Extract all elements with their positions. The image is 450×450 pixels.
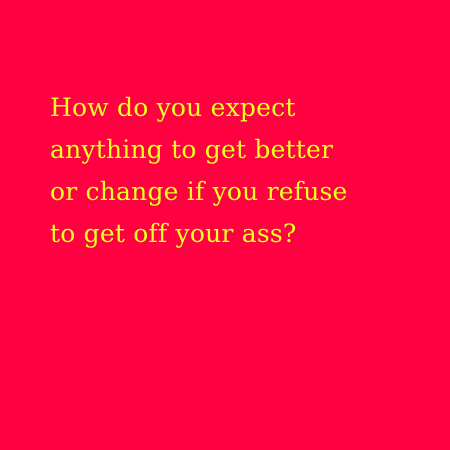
quote-text bbox=[50, 87, 445, 255]
quote-line: anything to get better bbox=[50, 135, 334, 164]
quote-line: How do you expect bbox=[50, 93, 296, 122]
quote-line: to get off your ass? bbox=[50, 219, 297, 248]
quote-line: or change if you refuse bbox=[50, 177, 348, 206]
